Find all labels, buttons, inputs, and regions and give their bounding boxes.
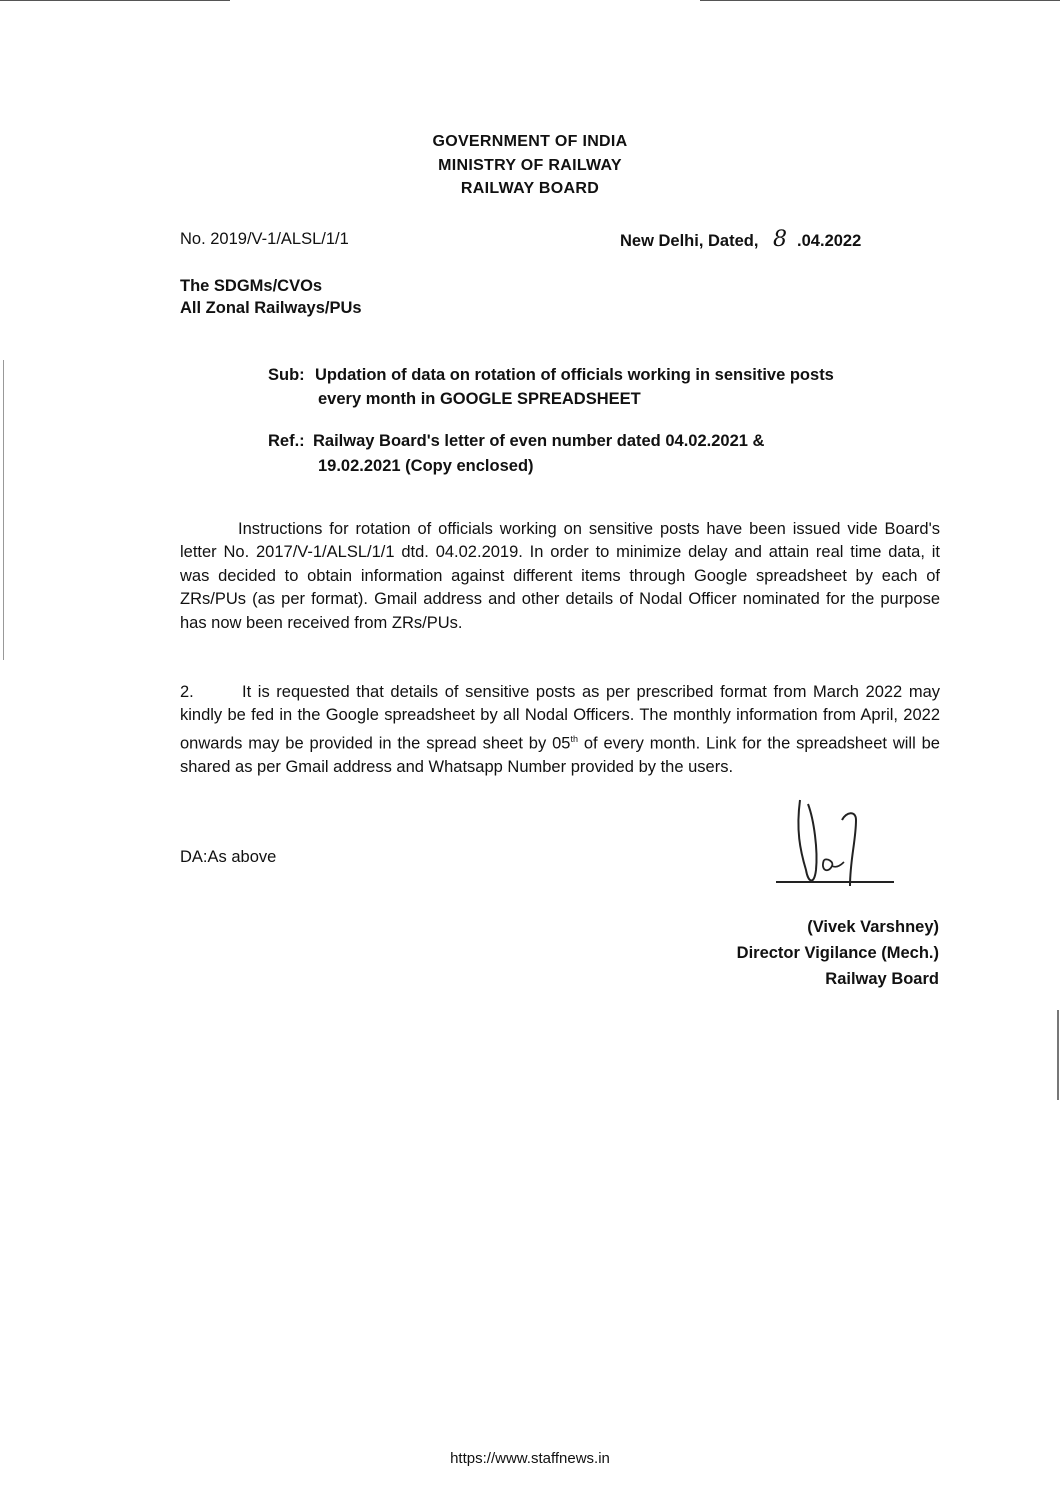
ref-line2: 19.02.2021 (Copy enclosed) [318, 457, 534, 475]
signatory-block [737, 914, 939, 992]
paragraph-1-text: Instructions for rotation of officials working on sensitive posts have been issued vide Board's letter No. 2017/V-1/ALSL/1/1 dtd. 04.02.2019. In order to minimize delay and attain real time data, it was decided to obtain information against different items through Google spreadsheet by each of ZRs/PUs (as per format). Gmail address and other details of Nodal Officer nominated for the purpose has now been received from ZRs/PUs. [180, 520, 940, 632]
subject-label: Sub: [268, 366, 305, 384]
ref-line1: Railway Board's letter of even number dated 04.02.2021 & [313, 432, 765, 450]
place-date [620, 228, 861, 254]
signatory-office: Railway Board [825, 970, 939, 988]
footer-url[interactable]: https://www.staffnews.in [450, 1450, 610, 1467]
ref-label: Ref.: [268, 432, 305, 450]
handwritten-day: 8 [773, 227, 788, 252]
scan-edge-top-left [0, 0, 230, 1]
paragraph-2-text-a: It is requested that details of sensitive posts as per prescribed format from March 2022 may kindly be fed in the Google spreadsheet by all Nodal Officers. The monthly information from April, 2022 onwards may be provided in the spread sheet by 05 [180, 683, 940, 753]
paragraph-2-text-b: of every month. Link for the spreadsheet will be shared as per Gmail address and Whatsapp Number provided by the users. [180, 734, 940, 776]
header-ministry: MINISTRY OF RAILWAY [438, 157, 622, 174]
scan-edge-left [3, 360, 4, 660]
addressee-line2: All Zonal Railways/PUs [180, 299, 362, 317]
paragraph-2 [180, 681, 940, 779]
paragraph-2-sup: th [570, 733, 578, 744]
header-government: GOVERNMENT OF INDIA [432, 133, 628, 150]
scan-edge-right [1057, 1010, 1059, 1100]
letter-number: No. 2019/V-1/ALSL/1/1 [180, 230, 349, 248]
signatory-name: (Vivek Varshney) [807, 918, 939, 936]
subject-line1: Updation of data on rotation of officials working in sensitive posts [315, 366, 834, 384]
signatory-designation: Director Vigilance (Mech.) [736, 944, 939, 962]
date-rest: .04.2022 [797, 232, 862, 250]
addressee-line1: The SDGMs/CVOs [180, 277, 323, 295]
paragraph-1 [180, 518, 940, 635]
enclosure-note: DA:As above [180, 848, 277, 866]
place-date-label: New Delhi, Dated, [620, 232, 759, 250]
header-board: RAILWAY BOARD [460, 180, 600, 197]
subject-line2: every month in GOOGLE SPREADSHEET [318, 390, 641, 408]
signature-image [770, 790, 900, 895]
scan-edge-top-right [700, 0, 1060, 1]
paragraph-2-number: 2. [180, 683, 194, 701]
